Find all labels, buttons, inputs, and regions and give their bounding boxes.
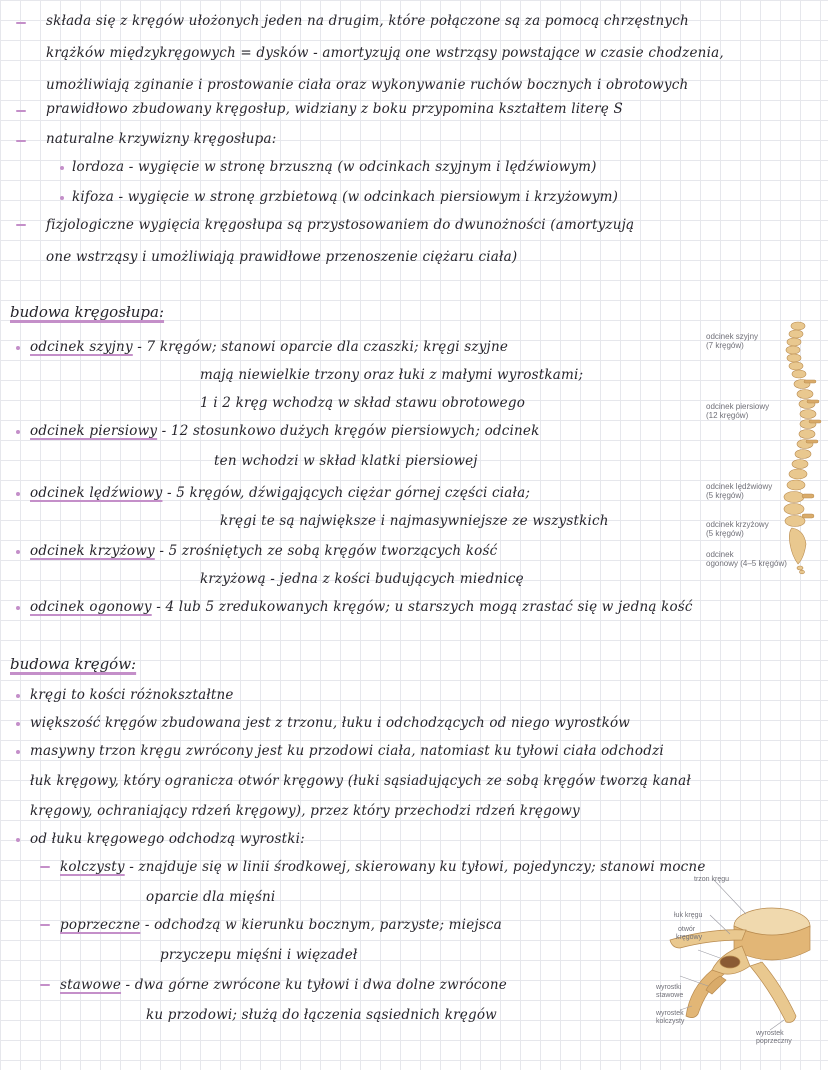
bullet-dash (16, 22, 26, 24)
bullet-dash (40, 984, 50, 986)
vertebra-label: wyrostek (756, 1030, 784, 1037)
spine-label: odcinek piersiowy (706, 402, 770, 411)
segment-term: odcinek krzyżowy (30, 543, 155, 559)
bullet-dot (16, 722, 20, 726)
bullet-dot (16, 346, 20, 350)
vertebra-label: wyrostek (656, 1010, 684, 1017)
bullet-dash (16, 140, 26, 142)
vertebra-label: wyrostki (656, 984, 682, 991)
section2-line: łuk kręgowy, który ogranicza otwór kręgowy (łuki sąsiadujących ze sobą kręgów tworzą kanał (30, 773, 691, 789)
segment-row: odcinek krzyżowy - 5 zrośniętych ze sobą kręgów tworzących kość (30, 543, 498, 559)
process-term: poprzeczne (60, 917, 141, 933)
segment-line: mają niewielkie trzony oraz łuki z małymi wyrostkami; (200, 367, 584, 383)
bullet-dot (16, 550, 20, 554)
intro-line: umożliwiają zginanie i prostowanie ciała oraz wykonywanie ruchów bocznych i obrotowych (46, 77, 689, 93)
segment-term: odcinek lędźwiowy (30, 485, 163, 501)
section2-line: większość kręgów zbudowana jest z trzonu, łuku i odchodzących od niego wyrostków (30, 715, 631, 731)
spine-label: ogonowy (4–5 kręgów) (706, 559, 787, 568)
process-line: oparcie dla mięśni (146, 889, 276, 905)
spine-figure (700, 318, 824, 580)
bullet-dot (16, 750, 20, 754)
segment-line: kręgi te są największe i najmasywniejsze ze wszystkich (220, 513, 609, 529)
process-line: ku przodowi; służą do łączenia sąsiednich kręgów (146, 1007, 497, 1023)
bullet-dot (16, 492, 20, 496)
intro-line: prawidłowo zbudowany kręgosłup, widziany z boku przypomina kształtem literę S (46, 101, 623, 117)
section2-line: kręgowy, ochraniający rdzeń kręgowy), przez który przechodzi rdzeń kręgowy (30, 803, 580, 819)
vertebra-label: otwór (678, 926, 696, 933)
segment-term: odcinek ogonowy (30, 599, 152, 615)
intro-line: kifoza - wygięcie w stronę grzbietową (w odcinkach piersiowym i krzyżowym) (72, 189, 619, 205)
spine-label: (7 kręgów) (706, 341, 744, 350)
bullet-dash (16, 224, 26, 226)
intro-line: krążków międzykręgowych = dysków - amortyzują one wstrząsy powstające w czasie chodzenia, (46, 45, 724, 61)
spine-label: odcinek szyjny (706, 332, 759, 341)
spine-label: (5 kręgów) (706, 529, 744, 538)
segment-line: 1 i 2 kręg wchodzą w skład stawu obrotowego (200, 395, 526, 411)
segment-row: odcinek szyjny - 7 kręgów; stanowi oparcie dla czaszki; kręgi szyjne (30, 339, 509, 355)
process-row: stawowe - dwa górne zwrócone ku tyłowi i dwa dolne zwrócone (60, 977, 507, 993)
vertebra-label: kolczysty (656, 1018, 685, 1025)
segment-row: odcinek piersiowy - 12 stosunkowo dużych kręgów piersiowych; odcinek (30, 423, 540, 439)
bullet-dot (60, 166, 64, 170)
vertebra-label: poprzeczny (756, 1038, 792, 1045)
process-term: stawowe (60, 977, 122, 993)
section2-line: masywny trzon kręgu zwrócony jest ku przodowi ciała, natomiast ku tyłowi ciała odchodzi (30, 743, 664, 759)
spine-label: odcinek krzyżowy (706, 520, 769, 529)
segment-term: odcinek piersiowy (30, 423, 158, 439)
process-term: kolczysty (60, 859, 125, 875)
process-row: kolczysty - znajduje się w linii środkowej, skierowany ku tyłowi, pojedynczy; stanowi mocne (60, 859, 706, 875)
intro-line: lordoza - wygięcie w stronę brzuszną (w odcinkach szyjnym i lędźwiowym) (72, 159, 597, 175)
intro-line: fizjologiczne wygięcia kręgosłupa są przystosowaniem do dwunożności (amortyzują (46, 217, 635, 233)
intro-line: składa się z kręgów ułożonych jeden na drugim, które połączone są za pomocą chrzęstnych (46, 13, 689, 29)
spine-label: (12 kręgów) (706, 411, 749, 420)
bullet-dot (16, 606, 20, 610)
bullet-dot (16, 430, 20, 434)
segment-row: odcinek ogonowy - 4 lub 5 zredukowanych kręgów; u starszych mogą zrastać się w jedną kość (30, 599, 693, 615)
segment-term: odcinek szyjny (30, 339, 133, 355)
bullet-dot (60, 196, 64, 200)
segment-line: krzyżową - jedna z kości budujących miednicę (200, 571, 524, 587)
spine-label: odcinek lędźwiowy (706, 482, 773, 491)
vertebra-figure (650, 870, 824, 1050)
spine-label: (5 kręgów) (706, 491, 744, 500)
bullet-dash (40, 924, 50, 926)
bullet-dash (16, 110, 26, 112)
process-line: przyczepu mięśni i więzadeł (160, 947, 358, 963)
bullet-dot (16, 694, 20, 698)
segment-line: ten wchodzi w skład klatki piersiowej (214, 453, 478, 469)
vertebra-label: kręgowy (676, 934, 703, 941)
spine-label: odcinek (706, 550, 734, 559)
intro-line: naturalne krzywizny kręgosłupa: (46, 131, 277, 147)
section2-line: kręgi to kości różnokształtne (30, 687, 234, 703)
bullet-dash (40, 866, 50, 868)
bullet-dot (16, 838, 20, 842)
process-row: poprzeczne - odchodzą w kierunku bocznym, parzyste; miejsca (60, 917, 502, 933)
vertebra-label: stawowe (656, 992, 684, 999)
intro-line: one wstrząsy i umożliwiają prawidłowe przenoszenie ciężaru ciała) (46, 249, 518, 265)
section2-line: od łuku kręgowego odchodzą wyrostki: (30, 831, 305, 847)
spine-illustration (700, 318, 824, 580)
vertebra-label: trzon kręgu (694, 876, 730, 883)
vertebra-label: łuk kręgu (674, 912, 703, 919)
section-heading: budowa kręgosłupa: (10, 303, 165, 321)
segment-row: odcinek lędźwiowy - 5 kręgów, dźwigających ciężar górnej części ciała; (30, 485, 531, 501)
section-heading: budowa kręgów: (10, 655, 137, 673)
